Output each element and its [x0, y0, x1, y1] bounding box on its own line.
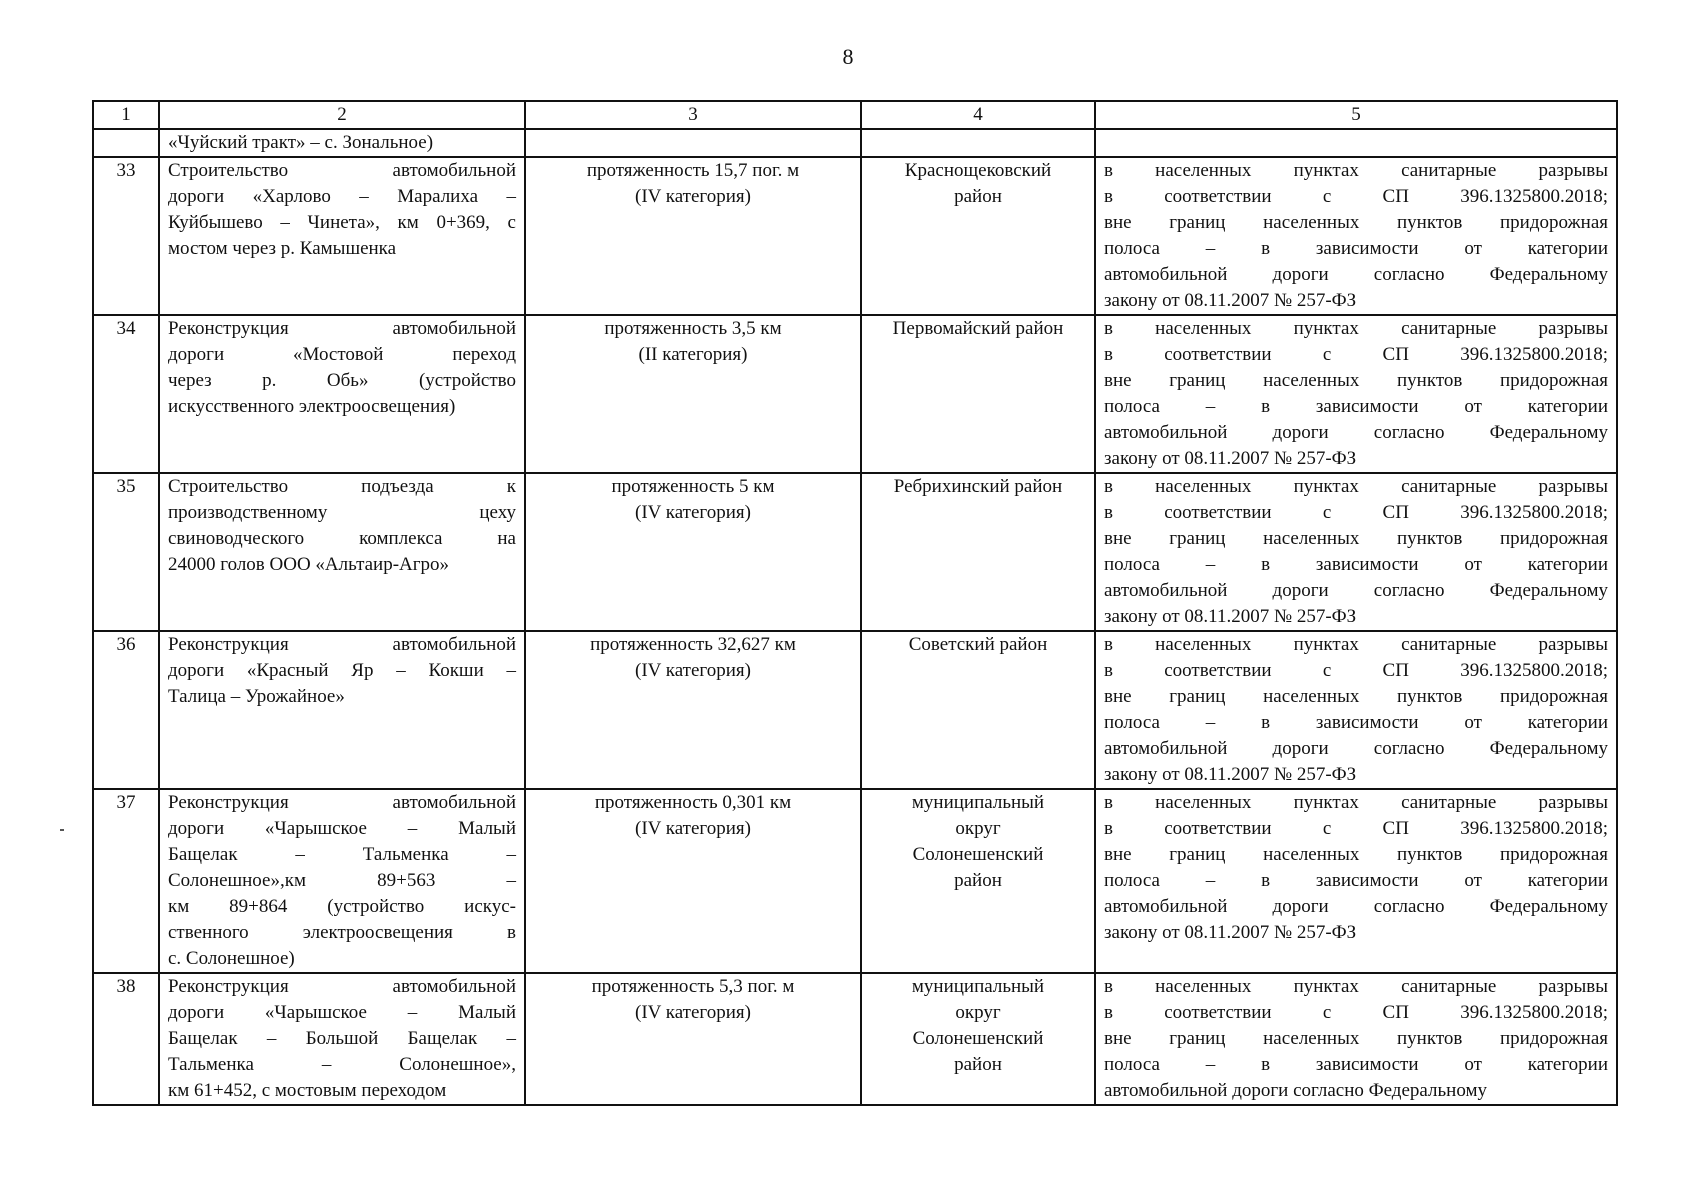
- characteristic-cell: [525, 315, 861, 473]
- zone-line: полоса – в зависимости от категории: [1104, 554, 1608, 575]
- zone-line: автомобильной дороги согласно Федеральному: [1104, 264, 1608, 285]
- object-name-line: Тальменка – Солонешное»,: [168, 1054, 516, 1075]
- row-number-cell: 36: [93, 631, 159, 789]
- zone-line: полоса – в зависимости от категории: [1104, 870, 1608, 891]
- object-name-cell: [159, 473, 525, 631]
- object-name-line: Бащелак – Большой Бащелак –: [168, 1028, 516, 1049]
- characteristic-line: протяженность 15,7 пог. м: [586, 160, 800, 181]
- scan-artifact-dot: [60, 829, 64, 831]
- location-cell: [861, 157, 1095, 315]
- location-line: Советский район: [908, 634, 1048, 655]
- zone-line: полоса – в зависимости от категории: [1104, 712, 1608, 733]
- zone-line: в населенных пунктах санитарные разрывы: [1104, 160, 1608, 181]
- location-line: район: [954, 186, 1002, 207]
- column-header-3: 3: [525, 101, 861, 129]
- table-row: [93, 315, 1617, 473]
- location-cell: [861, 315, 1095, 473]
- continuation-name-cell: «Чуйский тракт» – с. Зональное): [159, 129, 525, 157]
- zone-line: в соответствии с СП 396.1325800.2018;: [1104, 1002, 1608, 1023]
- table-row: [93, 789, 1617, 973]
- object-name-line: 24000 голов ООО «Альтаир-Агро»: [168, 554, 450, 575]
- zone-line: в соответствии с СП 396.1325800.2018;: [1104, 502, 1608, 523]
- zone-line: автомобильной дороги согласно Федеральному: [1104, 1080, 1487, 1101]
- zone-line: автомобильной дороги согласно Федеральному: [1104, 422, 1608, 443]
- zone-line: вне границ населенных пунктов придорожная: [1104, 686, 1608, 707]
- characteristic-line: протяженность 0,301 км: [594, 792, 792, 813]
- zone-line: в населенных пунктах санитарные разрывы: [1104, 792, 1608, 813]
- table-row: [93, 473, 1617, 631]
- location-cell: [861, 973, 1095, 1105]
- object-name-line: с. Солонешное): [168, 948, 295, 969]
- zone-line: в населенных пунктах санитарные разрывы: [1104, 476, 1608, 497]
- object-name-line: Реконструкция автомобильной: [168, 318, 516, 339]
- zone-line: закону от 08.11.2007 № 257-ФЗ: [1104, 290, 1357, 311]
- zone-line: в населенных пунктах санитарные разрывы: [1104, 976, 1608, 997]
- zone-line: в соответствии с СП 396.1325800.2018;: [1104, 344, 1608, 365]
- zone-line: автомобильной дороги согласно Федеральному: [1104, 580, 1608, 601]
- zone-line: в соответствии с СП 396.1325800.2018;: [1104, 186, 1608, 207]
- table-header-row: [93, 101, 1617, 129]
- location-line: Ребрихинский район: [893, 476, 1063, 497]
- zone-line: вне границ населенных пунктов придорожная: [1104, 212, 1608, 233]
- zone-line: полоса – в зависимости от категории: [1104, 1054, 1608, 1075]
- row-number-cell: 35: [93, 473, 159, 631]
- characteristic-line: протяженность 5 км: [611, 476, 775, 497]
- object-name-line: Куйбышево – Чинета», км 0+369, с: [168, 212, 516, 233]
- zone-line: в населенных пунктах санитарные разрывы: [1104, 318, 1608, 339]
- object-name-cell: [159, 973, 525, 1105]
- zone-cell: [1095, 315, 1617, 473]
- characteristic-cell: [525, 631, 861, 789]
- object-name-line: производственному цеху: [168, 502, 516, 523]
- continuation-location-cell: [861, 129, 1095, 157]
- object-name-line: дороги «Красный Яр – Кокши –: [168, 660, 516, 681]
- continuation-num-cell: [93, 129, 159, 157]
- characteristic-line: протяженность 3,5 км: [604, 318, 782, 339]
- characteristic-cell: [525, 157, 861, 315]
- location-cell: [861, 631, 1095, 789]
- table-row: [93, 973, 1617, 1105]
- location-line: муниципальный: [911, 792, 1045, 813]
- characteristic-line: (IV категория): [635, 660, 751, 681]
- object-name-line: через р. Обь» (устройство: [168, 370, 516, 391]
- object-name-line: искусственного электроосвещения): [168, 396, 456, 417]
- zone-line: полоса – в зависимости от категории: [1104, 238, 1608, 259]
- column-header-2: 2: [159, 101, 525, 129]
- row-number-cell: 33: [93, 157, 159, 315]
- object-name-cell: [159, 631, 525, 789]
- zone-line: закону от 08.11.2007 № 257-ФЗ: [1104, 764, 1357, 785]
- object-name-line: км 89+864 (устройство искус-: [168, 896, 516, 917]
- object-name-line: мостом через р. Камышенка: [168, 238, 397, 259]
- characteristic-line: (IV категория): [635, 1002, 751, 1023]
- zone-line: закону от 08.11.2007 № 257-ФЗ: [1104, 606, 1357, 627]
- column-header-4: 4: [861, 101, 1095, 129]
- object-name-line: дороги «Харлово – Маралиха –: [168, 186, 516, 207]
- characteristic-line: (IV категория): [635, 186, 751, 207]
- zone-cell: [1095, 473, 1617, 631]
- location-line: Краснощековский: [904, 160, 1052, 181]
- zone-line: закону от 08.11.2007 № 257-ФЗ: [1104, 922, 1357, 943]
- characteristic-cell: [525, 789, 861, 973]
- object-name-line: дороги «Чарышское – Малый: [168, 1002, 516, 1023]
- object-name-cell: [159, 789, 525, 973]
- zone-line: закону от 08.11.2007 № 257-ФЗ: [1104, 448, 1357, 469]
- location-line: муниципальный: [911, 976, 1045, 997]
- objects-table: [92, 100, 1618, 1106]
- object-name-line: Строительство автомобильной: [168, 160, 516, 181]
- zone-cell: [1095, 973, 1617, 1105]
- location-line: округ: [955, 818, 1001, 839]
- column-header-1: 1: [93, 101, 159, 129]
- continuation-characteristic-cell: [525, 129, 861, 157]
- row-number-cell: 38: [93, 973, 159, 1105]
- zone-cell: [1095, 157, 1617, 315]
- characteristic-line: протяженность 32,627 км: [590, 634, 796, 655]
- characteristic-line: (IV категория): [635, 818, 751, 839]
- object-name-line: км 61+452, с мостовым переходом: [168, 1080, 447, 1101]
- column-header-5: 5: [1095, 101, 1617, 129]
- location-cell: [861, 789, 1095, 973]
- location-line: Солонешенский: [912, 1028, 1044, 1049]
- location-line: район: [954, 1054, 1002, 1075]
- location-line: округ: [955, 1002, 1001, 1023]
- characteristic-line: протяженность 5,3 пог. м: [591, 976, 795, 997]
- characteristic-line: (II категория): [638, 344, 748, 365]
- zone-cell: [1095, 789, 1617, 973]
- object-name-line: Реконструкция автомобильной: [168, 792, 516, 813]
- continuation-zone-cell: [1095, 129, 1617, 157]
- zone-line: в соответствии с СП 396.1325800.2018;: [1104, 818, 1608, 839]
- object-name-line: дороги «Мостовой переход: [168, 344, 516, 365]
- table-row: [93, 157, 1617, 315]
- object-name-cell: [159, 315, 525, 473]
- object-name-line: Строительство подъезда к: [168, 476, 516, 497]
- object-name-line: Солонешное»,км 89+563 –: [168, 870, 516, 891]
- zone-line: вне границ населенных пунктов придорожная: [1104, 528, 1608, 549]
- object-name-line: дороги «Чарышское – Малый: [168, 818, 516, 839]
- zone-line: вне границ населенных пунктов придорожная: [1104, 370, 1608, 391]
- row-number-cell: 34: [93, 315, 159, 473]
- object-name-line: Талица – Урожайное»: [168, 686, 345, 707]
- object-name-line: Реконструкция автомобильной: [168, 634, 516, 655]
- zone-line: в соответствии с СП 396.1325800.2018;: [1104, 660, 1608, 681]
- zone-line: полоса – в зависимости от категории: [1104, 396, 1608, 417]
- zone-line: автомобильной дороги согласно Федеральному: [1104, 896, 1608, 917]
- row-number-cell: 37: [93, 789, 159, 973]
- table-row: [93, 631, 1617, 789]
- object-name-cell: [159, 157, 525, 315]
- characteristic-cell: [525, 973, 861, 1105]
- characteristic-line: (IV категория): [635, 502, 751, 523]
- zone-line: в населенных пунктах санитарные разрывы: [1104, 634, 1608, 655]
- location-cell: [861, 473, 1095, 631]
- location-line: Солонешенский: [912, 844, 1044, 865]
- location-line: Первомайский район: [892, 318, 1064, 339]
- continuation-row: [93, 129, 1617, 157]
- page-number: 8: [842, 44, 854, 69]
- zone-line: вне границ населенных пунктов придорожная: [1104, 844, 1608, 865]
- zone-cell: [1095, 631, 1617, 789]
- characteristic-cell: [525, 473, 861, 631]
- zone-line: вне границ населенных пунктов придорожная: [1104, 1028, 1608, 1049]
- object-name-line: Бащелак – Тальменка –: [168, 844, 516, 865]
- object-name-line: ственного электроосвещения в: [168, 922, 516, 943]
- location-line: район: [954, 870, 1002, 891]
- object-name-line: свиноводческого комплекса на: [168, 528, 516, 549]
- object-name-line: Реконструкция автомобильной: [168, 976, 516, 997]
- zone-line: автомобильной дороги согласно Федеральному: [1104, 738, 1608, 759]
